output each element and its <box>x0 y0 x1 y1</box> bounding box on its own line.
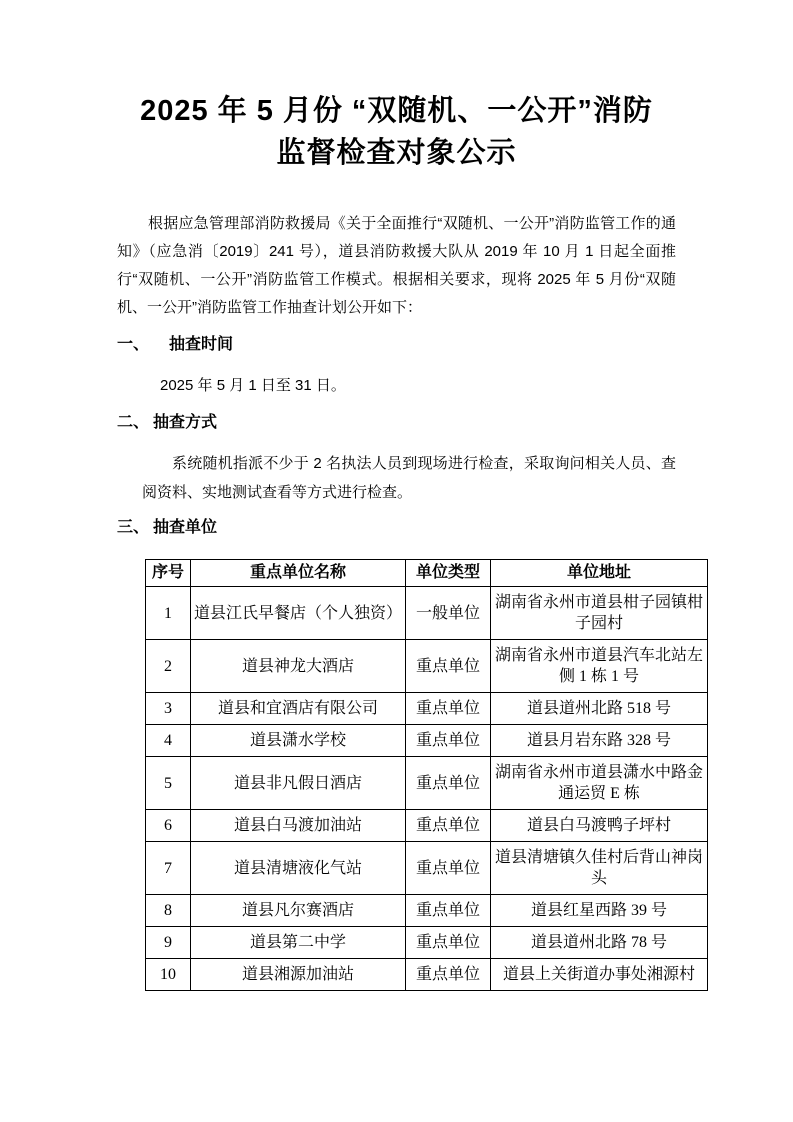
cell-unit-name: 道县湘源加油站 <box>191 959 406 991</box>
cell-unit-name: 道县白马渡加油站 <box>191 810 406 842</box>
table-header-unit-type: 单位类型 <box>406 560 491 587</box>
inspection-table-body <box>146 587 708 991</box>
section-3-heading-text: 抽查单位 <box>153 519 218 536</box>
table-header-unit-address: 单位地址 <box>491 560 708 587</box>
section-2-heading-text: 抽查方式 <box>153 414 218 431</box>
intro-paragraph: 根据应急管理部消防救援局《关于全面推行“双随机、一公开”消防监管工作的通知》（应急消〔2019〕241 号），道县消防救援大队从 2019 年 10 月 1 日起全面推行“双随机、一公开”消防监管工作模式。根据相关要求，现将 2025 年 5 月份“双随机、一公开”消防监管工作抽查计划公开如下： <box>117 215 676 316</box>
section-inspection-units <box>117 517 676 538</box>
cell-unit-type: 重点单位 <box>406 640 491 693</box>
cell-index: 8 <box>146 895 191 927</box>
section-inspection-time <box>117 334 676 400</box>
cell-unit-type: 重点单位 <box>406 725 491 757</box>
section-3-number: 三、 <box>117 519 150 536</box>
cell-unit-type: 重点单位 <box>406 842 491 895</box>
cell-index: 6 <box>146 810 191 842</box>
table-header-index: 序号 <box>146 560 191 587</box>
section-inspection-method <box>117 412 676 507</box>
table-row <box>146 927 708 959</box>
table-row <box>146 810 708 842</box>
cell-unit-type: 重点单位 <box>406 757 491 810</box>
cell-unit-name: 道县神龙大酒店 <box>191 640 406 693</box>
section-1-heading <box>117 334 676 355</box>
cell-unit-address: 道县上关街道办事处湘源村 <box>491 959 708 991</box>
cell-index: 10 <box>146 959 191 991</box>
cell-unit-address: 道县红星西路 39 号 <box>491 895 708 927</box>
section-1-body: 2025 年 5 月 1 日至 31 日。 <box>160 377 346 394</box>
cell-index: 7 <box>146 842 191 895</box>
cell-unit-address: 湖南省永州市道县柑子园镇柑子园村 <box>491 587 708 640</box>
table-row <box>146 725 708 757</box>
cell-index: 9 <box>146 927 191 959</box>
cell-unit-address: 道县白马渡鸭子坪村 <box>491 810 708 842</box>
page-title-line-1: 2025 年 5 月份 “双随机、一公开”消防 <box>140 95 653 127</box>
cell-unit-name: 道县江氏早餐店（个人独资） <box>191 587 406 640</box>
cell-unit-type: 重点单位 <box>406 927 491 959</box>
section-3-heading <box>117 517 676 538</box>
cell-unit-type: 重点单位 <box>406 959 491 991</box>
cell-unit-name: 道县清塘液化气站 <box>191 842 406 895</box>
cell-index: 3 <box>146 693 191 725</box>
cell-unit-name: 道县和宜酒店有限公司 <box>191 693 406 725</box>
table-header-row <box>146 560 708 587</box>
cell-index: 1 <box>146 587 191 640</box>
cell-unit-name: 道县非凡假日酒店 <box>191 757 406 810</box>
table-header-unit-name: 重点单位名称 <box>191 560 406 587</box>
section-2-number: 二、 <box>117 414 150 431</box>
cell-unit-type: 一般单位 <box>406 587 491 640</box>
cell-unit-address: 道县道州北路 78 号 <box>491 927 708 959</box>
cell-unit-address: 道县月岩东路 328 号 <box>491 725 708 757</box>
cell-index: 5 <box>146 757 191 810</box>
cell-unit-address: 道县道州北路 518 号 <box>491 693 708 725</box>
page-title-line-2: 监督检查对象公示 <box>276 137 517 169</box>
table-row <box>146 640 708 693</box>
cell-unit-type: 重点单位 <box>406 895 491 927</box>
cell-unit-name: 道县第二中学 <box>191 927 406 959</box>
section-2-heading <box>117 412 676 433</box>
table-row <box>146 895 708 927</box>
cell-unit-name: 道县凡尔赛酒店 <box>191 895 406 927</box>
inspection-table <box>145 559 708 991</box>
table-row <box>146 959 708 991</box>
section-1-number: 一、 <box>117 336 150 353</box>
table-row <box>146 842 708 895</box>
section-1-heading-text: 抽查时间 <box>169 336 234 353</box>
section-2-body: 系统随机指派不少于 2 名执法人员到现场进行检查，采取询问相关人员、查阅资料、实地测试查看等方式进行检查。 <box>142 455 676 501</box>
cell-index: 2 <box>146 640 191 693</box>
table-row <box>146 757 708 810</box>
table-row <box>146 693 708 725</box>
cell-unit-address: 道县清塘镇久佳村后背山神岗头 <box>491 842 708 895</box>
page-title <box>117 90 676 174</box>
cell-unit-address: 湖南省永州市道县潇水中路金通运贸 E 栋 <box>491 757 708 810</box>
cell-index: 4 <box>146 725 191 757</box>
cell-unit-type: 重点单位 <box>406 693 491 725</box>
table-row <box>146 587 708 640</box>
cell-unit-type: 重点单位 <box>406 810 491 842</box>
cell-unit-name: 道县潇水学校 <box>191 725 406 757</box>
cell-unit-address: 湖南省永州市道县汽车北站左侧 1 栋 1 号 <box>491 640 708 693</box>
